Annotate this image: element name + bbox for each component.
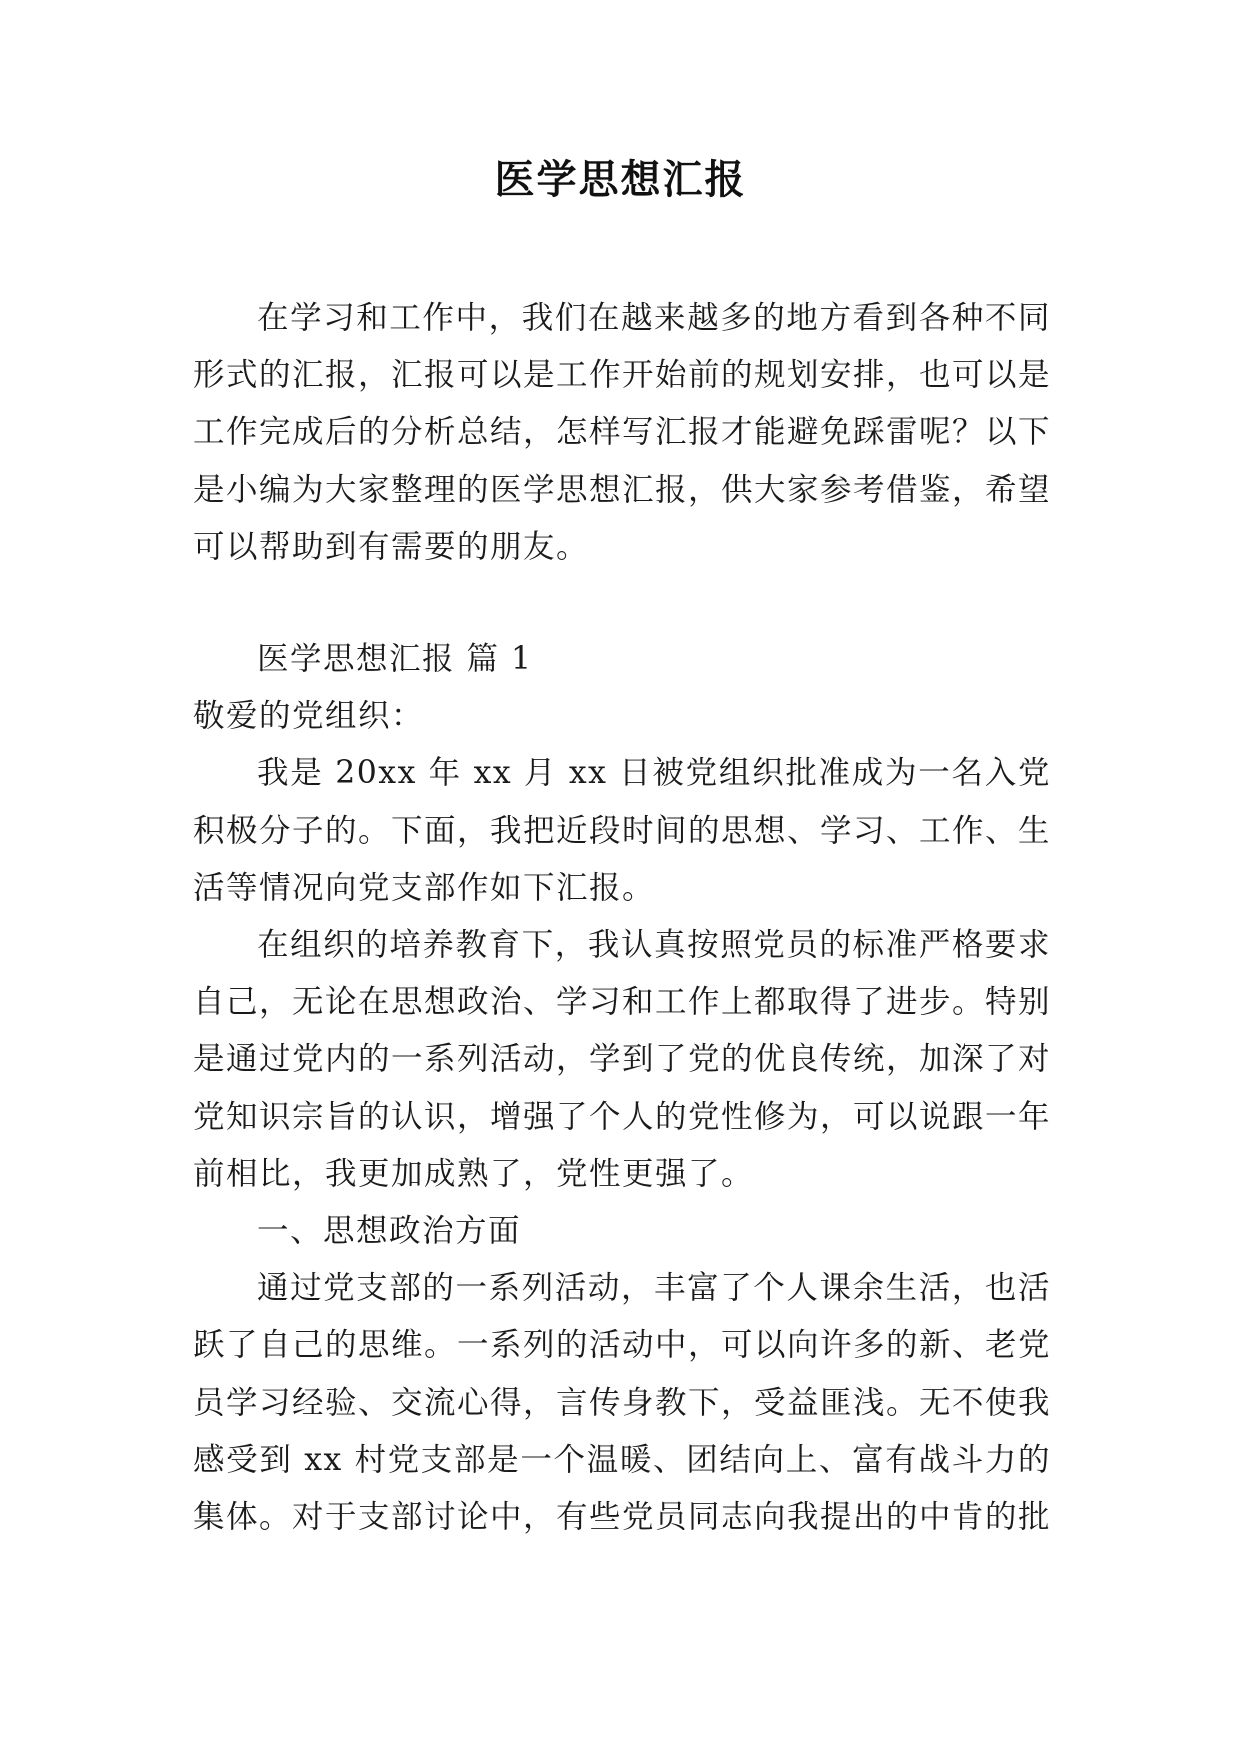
body-paragraph: 在组织的培养教育下，我认真按照党员的标准严格要求自己，无论在思想政治、学习和工作上都取得了进步。特别是通过党内的一系列活动，学到了党的优良传统，加深了对党知识宗旨的认识，增强了个人的党性修为，可以说跟一年前相比，我更加成熟了，党性更强了。 bbox=[193, 927, 1052, 1192]
document-title: 医学思想汇报 bbox=[494, 157, 747, 203]
section-gap bbox=[193, 576, 1051, 631]
body-paragraph: 通过党支部的一系列活动，丰富了个人课余生活，也活跃了自己的思维。一系列的活动中，可以向许多的新、老党员学习经验、交流心得，言传身教下，受益匪浅。无不使我感受到 xx 村党支部是一个温暖、团结向上、富有战斗力的集体。对于支部讨论中，有些党员同志向我提出的中肯的批 bbox=[193, 1270, 1052, 1536]
salutation: 敬爱的党组织： bbox=[193, 698, 425, 735]
body-paragraph: 我是 20xx 年 xx 月 xx 日被党组织批准成为一名入党积极分子的。下面，我把近段时间的思想、学习、工作、生活等情况向党支部作如下汇报。 bbox=[193, 755, 1052, 906]
intro-paragraph: 在学习和工作中，我们在越来越多的地方看到各种不同形式的汇报，汇报可以是工作开始前的规划安排，也可以是工作完成后的分析总结，怎样写汇报才能避免踩雷呢？以下是小编为大家整理的医学思想汇报，供大家参考借鉴，希望可以帮助到有需要的朋友。 bbox=[193, 300, 1052, 565]
section-heading: 医学思想汇报 篇 1 bbox=[257, 641, 533, 678]
subsection-heading: 一、思想政治方面 bbox=[257, 1213, 522, 1250]
document-body bbox=[193, 290, 1051, 1546]
